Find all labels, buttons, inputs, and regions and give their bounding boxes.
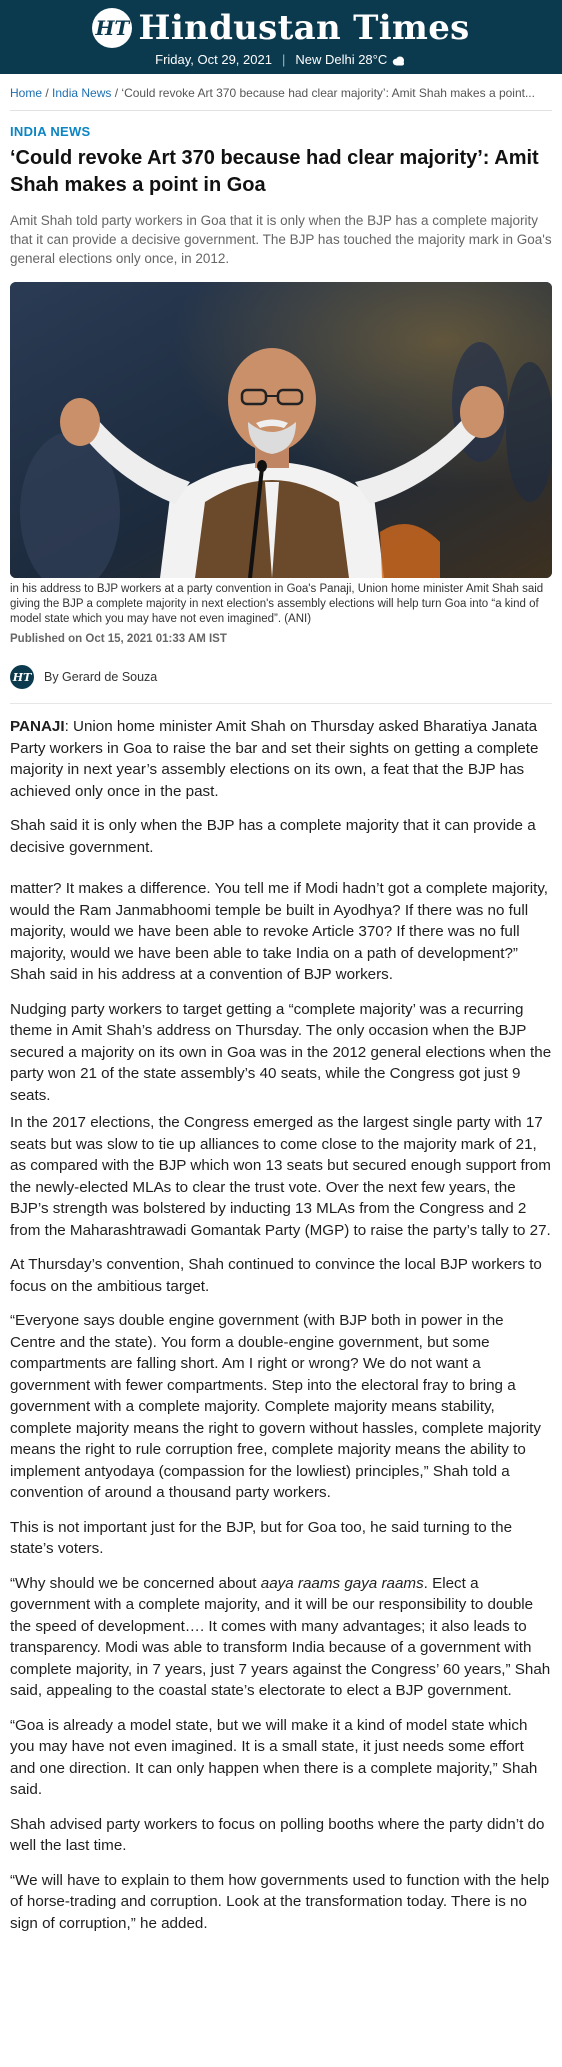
weather-text: New Delhi 28°C <box>295 52 388 67</box>
article-paragraph: Shah advised party workers to focus on polling booths where the party didn’t do well the last time. <box>10 1815 545 1854</box>
article-body <box>10 716 552 1934</box>
cloud-icon <box>391 56 407 66</box>
hero-image <box>10 282 552 578</box>
article-headline: ‘Could revoke Art 370 because had clear majority’: Amit Shah makes a point in Goa <box>10 147 539 196</box>
article-paragraph <box>10 716 552 802</box>
ht-logo-mark: HT <box>92 8 132 48</box>
author-byline <box>10 653 552 704</box>
paragraph-text: : Union home minister Amit Shah on Thursday asked Bharatiya Janata Party workers in Goa to raise the bar and set their sights on getting a complete majority in next year’s assembly elections on its own, a feat that the BJP has achieved only once in the past. <box>10 718 539 800</box>
article-summary: Amit Shah told party workers in Goa that it is only when the BJP has a complete majority that it can provide a decisive government. The BJP has touched the majority mark in Goa's general elections only once, in 2012. <box>10 213 552 266</box>
article-page <box>0 74 562 1934</box>
article-paragraph: “We will have to explain to them how governments used to function with the help of horse-trading and corruption. Look at the transformation today. There is no sign of corruption,” he added. <box>10 1871 550 1932</box>
author-avatar: HT <box>10 665 34 689</box>
article-paragraph: matter? It makes a difference. You tell me if Modi hadn’t got a complete majority, would the Ram Janmabhoomi temple be built in Ayodhya? If there was no full majority, would we have been able to revoke Article 370? If there was no full majority, would we have been able to take India on a path of development?” Shah said in his address at a convention of BJP workers. <box>10 880 549 983</box>
article-paragraph: At Thursday’s convention, Shah continued to convince the local BJP workers to focus on the ambitious target. <box>10 1256 542 1295</box>
published-date: Published on Oct 15, 2021 01:33 AM IST <box>10 633 227 645</box>
weather-info <box>295 52 407 67</box>
breadcrumb-section-link[interactable]: India News <box>52 86 112 100</box>
section-label[interactable]: INDIA NEWS <box>10 124 91 139</box>
separator: | <box>281 52 286 67</box>
date-weather-bar <box>0 52 562 67</box>
dateline: PANAJI <box>10 718 65 735</box>
breadcrumb-current: ‘Could revoke Art 370 because had clear majority’: Amit Shah makes a point... <box>121 86 535 100</box>
article-paragraph: Shah said it is only when the BJP has a complete majority that it can provide a decisive government. <box>10 817 536 856</box>
image-caption: in his address to BJP workers at a party convention in Goa's Panaji, Union home minister Amit Shah said giving the BJP a complete majority in next election's assembly elections will help turn Goa into “a kind of model state which you may have not even imagined”. (ANI) <box>10 583 544 625</box>
paragraph-text: “Why should we be concerned about <box>10 1574 261 1592</box>
masthead-title: Hindustan Times <box>138 8 470 48</box>
article-paragraph: This is not important just for the BJP, but for Goa too, he said turning to the state’s voters. <box>10 1518 513 1557</box>
breadcrumb-home-link[interactable]: Home <box>10 86 43 100</box>
hero-photo-illustration <box>10 282 552 578</box>
article-paragraph: In the 2017 elections, the Congress emerged as the largest single party with 17 seats but was slow to tie up alliances to come close to the majority mark of 21, as compared with the BJP which won 13 seats but secured enough support from the newly-elected MLAs to clear the trust vote. Over the next few years, the BJP’s strength was bolstered by inducting 13 MLAs from the Congress and 2 from the Maharashtrawadi Gomantak Party (MGP) to raise the party’s tally to 27. <box>10 1114 551 1239</box>
article-paragraph: “Goa is already a model state, but we will make it a kind of model state which you may have not even imagined. It is a small state, it just needs some effort and one direction. It can only happen when there is a complete majority,” Shah said. <box>10 1716 538 1798</box>
current-date: Friday, Oct 29, 2021 <box>155 52 272 67</box>
article-paragraph: “Everyone says double engine government (with BJP both in power in the Centre and the state). You form a double-engine government, but some compartments are falling short. Am I right or wrong? We do not want a government with fewer compartments. Step into the electoral fray to bring a government with a complete majority. Complete majority means stability, complete majority means the right to govern without hassles, complete majority means the right to rule corruption free, complete majority means the ability to implement antyodaya (compassion for the lowliest) principles,” Shah told a convention of around a thousand party workers. <box>10 1312 541 1501</box>
breadcrumb-separator: / <box>111 86 122 100</box>
author-name[interactable]: By Gerard de Souza <box>44 670 158 684</box>
site-logo[interactable] <box>0 0 562 48</box>
article-paragraph: Nudging party workers to target getting a “complete majority’ was a recurring theme in Amit Shah’s address on Thursday. The only occasion when the BJP secured a majority on its own in Goa was in the 2012 general elections when the party won 21 of the state assembly’s 40 seats, while the Congress got just 9 seats. <box>10 1000 552 1104</box>
breadcrumb-separator: / <box>42 86 53 100</box>
paragraph-text: . Elect a government with a complete majority, and it will be our responsibility to double the speed of development…. It comes with many advantages; it also leads to transparency. Modi was able to transform India because of a government with complete majority, in 7 years, just 7 years against the Congress’ 60 years,” Shah said, appealing to the coastal state’s electorate to elect a BJP government. <box>10 1574 551 1699</box>
article-paragraph <box>10 1573 552 1702</box>
site-header <box>0 0 562 74</box>
breadcrumb <box>10 74 552 111</box>
emphasized-phrase: aaya raams gaya raams <box>260 1574 424 1592</box>
